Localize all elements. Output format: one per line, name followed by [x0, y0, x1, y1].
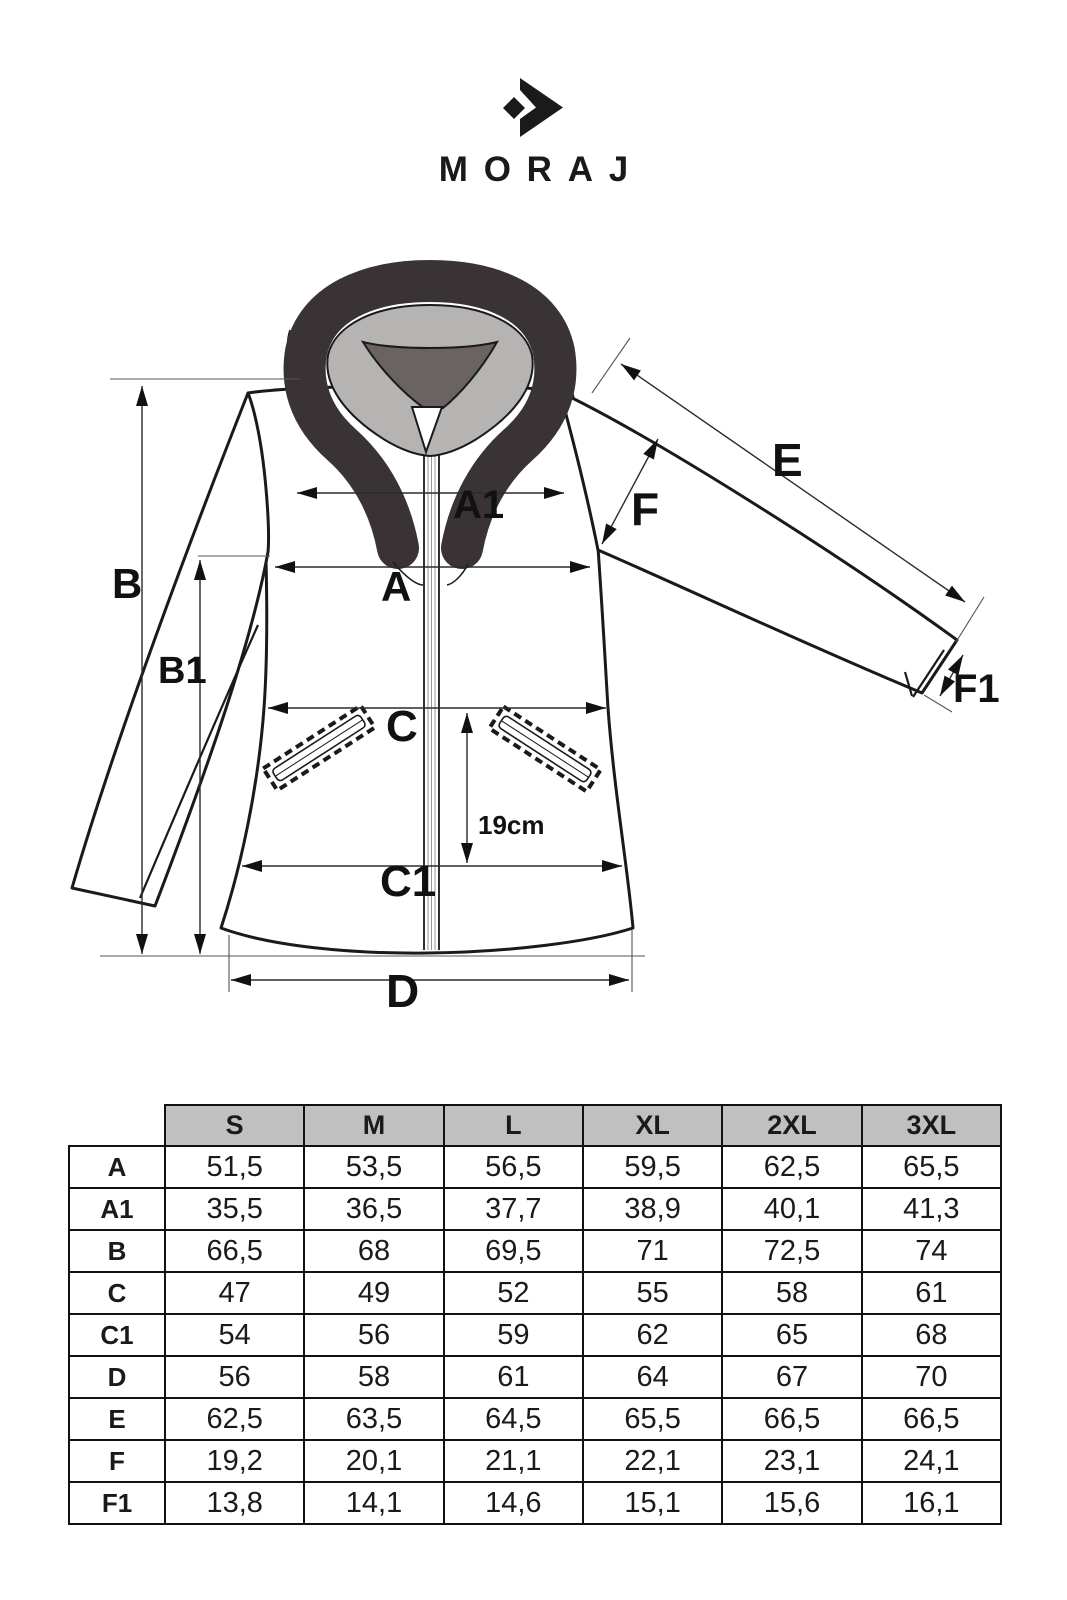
value-D-3XL: 70 [862, 1356, 1001, 1398]
value-C-M: 49 [304, 1272, 443, 1314]
measurement-row-A [69, 1146, 1001, 1188]
value-C1-2XL: 65 [722, 1314, 861, 1356]
value-A-3XL: 65,5 [862, 1146, 1001, 1188]
dim-label-F: F [631, 483, 660, 535]
dim-label-A: A [381, 563, 412, 610]
value-A-XL: 59,5 [583, 1146, 722, 1188]
value-F-M: 20,1 [304, 1440, 443, 1482]
size-column-header-3XL: 3XL [862, 1105, 1001, 1146]
value-F1-XL: 15,1 [583, 1482, 722, 1524]
value-C1-M: 56 [304, 1314, 443, 1356]
right-sleeve [560, 392, 957, 693]
measurement-row-D [69, 1356, 1001, 1398]
measurement-label-D: D [69, 1356, 165, 1398]
measurement-label-B: B [69, 1230, 165, 1272]
value-F1-S: 13,8 [165, 1482, 304, 1524]
value-F1-M: 14,1 [304, 1482, 443, 1524]
value-D-L: 61 [444, 1356, 583, 1398]
value-C-S: 47 [165, 1272, 304, 1314]
dim-label-D: D [386, 965, 420, 1017]
value-F-3XL: 24,1 [862, 1440, 1001, 1482]
measurement-row-C [69, 1272, 1001, 1314]
value-F1-3XL: 16,1 [862, 1482, 1001, 1524]
measurement-label-A1: A1 [69, 1188, 165, 1230]
value-F1-L: 14,6 [444, 1482, 583, 1524]
measurement-row-E [69, 1398, 1001, 1440]
value-A1-2XL: 40,1 [722, 1188, 861, 1230]
dim-label-A1: A1 [453, 483, 505, 527]
jacket-measurement-diagram [0, 230, 1067, 1030]
value-F-2XL: 23,1 [722, 1440, 861, 1482]
value-A-S: 51,5 [165, 1146, 304, 1188]
value-B-XL: 71 [583, 1230, 722, 1272]
size-table-header-row [69, 1105, 1001, 1146]
value-C1-L: 59 [444, 1314, 583, 1356]
moraj-chevron-icon [493, 76, 569, 140]
dim-label-B1: B1 [158, 650, 207, 692]
measurement-row-F [69, 1440, 1001, 1482]
measurement-label-C1: C1 [69, 1314, 165, 1356]
value-C1-3XL: 68 [862, 1314, 1001, 1356]
measurement-row-C1 [69, 1314, 1001, 1356]
value-A-2XL: 62,5 [722, 1146, 861, 1188]
measurement-label-F: F [69, 1440, 165, 1482]
value-B-M: 68 [304, 1230, 443, 1272]
value-C-3XL: 61 [862, 1272, 1001, 1314]
measurement-label-C: C [69, 1272, 165, 1314]
size-column-header-S: S [165, 1105, 304, 1146]
value-B-L: 69,5 [444, 1230, 583, 1272]
value-A1-XL: 38,9 [583, 1188, 722, 1230]
size-column-header-L: L [444, 1105, 583, 1146]
dim-label-F1: F1 [953, 667, 1000, 711]
measurement-label-E: E [69, 1398, 165, 1440]
value-E-XL: 65,5 [583, 1398, 722, 1440]
size-table-body [69, 1146, 1001, 1524]
value-A1-S: 35,5 [165, 1188, 304, 1230]
dim-label-C: C [386, 702, 418, 751]
value-F1-2XL: 15,6 [722, 1482, 861, 1524]
value-F-L: 21,1 [444, 1440, 583, 1482]
measurement-row-F1 [69, 1482, 1001, 1524]
measurement-row-B [69, 1230, 1001, 1272]
value-E-M: 63,5 [304, 1398, 443, 1440]
logo-diamond [503, 97, 525, 119]
value-F-S: 19,2 [165, 1440, 304, 1482]
size-column-header-XL: XL [583, 1105, 722, 1146]
dim-label-pocket-depth: 19cm [478, 810, 545, 840]
size-table-corner-cell [69, 1105, 165, 1146]
value-D-S: 56 [165, 1356, 304, 1398]
witness-cuff-bottom [924, 695, 952, 712]
value-E-L: 64,5 [444, 1398, 583, 1440]
logo-chevron [520, 78, 563, 137]
value-A-L: 56,5 [444, 1146, 583, 1188]
value-C1-XL: 62 [583, 1314, 722, 1356]
value-A1-L: 37,7 [444, 1188, 583, 1230]
value-E-2XL: 66,5 [722, 1398, 861, 1440]
brand-name: MORAJ [438, 150, 644, 189]
size-column-header-2XL: 2XL [722, 1105, 861, 1146]
dim-label-B: B [112, 560, 143, 607]
dim-label-E: E [772, 434, 803, 486]
measurement-row-A1 [69, 1188, 1001, 1230]
value-B-2XL: 72,5 [722, 1230, 861, 1272]
size-table [68, 1104, 1002, 1525]
value-B-3XL: 74 [862, 1230, 1001, 1272]
witness-cuff-top [956, 597, 984, 642]
value-A-M: 53,5 [304, 1146, 443, 1188]
value-B-S: 66,5 [165, 1230, 304, 1272]
value-C-XL: 55 [583, 1272, 722, 1314]
size-column-header-M: M [304, 1105, 443, 1146]
value-D-2XL: 67 [722, 1356, 861, 1398]
value-D-M: 58 [304, 1356, 443, 1398]
value-E-3XL: 66,5 [862, 1398, 1001, 1440]
value-C-L: 52 [444, 1272, 583, 1314]
dim-label-C1: C1 [380, 857, 437, 906]
measurement-label-F1: F1 [69, 1482, 165, 1524]
value-D-XL: 64 [583, 1356, 722, 1398]
value-C-2XL: 58 [722, 1272, 861, 1314]
value-A1-3XL: 41,3 [862, 1188, 1001, 1230]
value-F-XL: 22,1 [583, 1440, 722, 1482]
value-E-S: 62,5 [165, 1398, 304, 1440]
measurement-label-A: A [69, 1146, 165, 1188]
value-C1-S: 54 [165, 1314, 304, 1356]
value-A1-M: 36,5 [304, 1188, 443, 1230]
